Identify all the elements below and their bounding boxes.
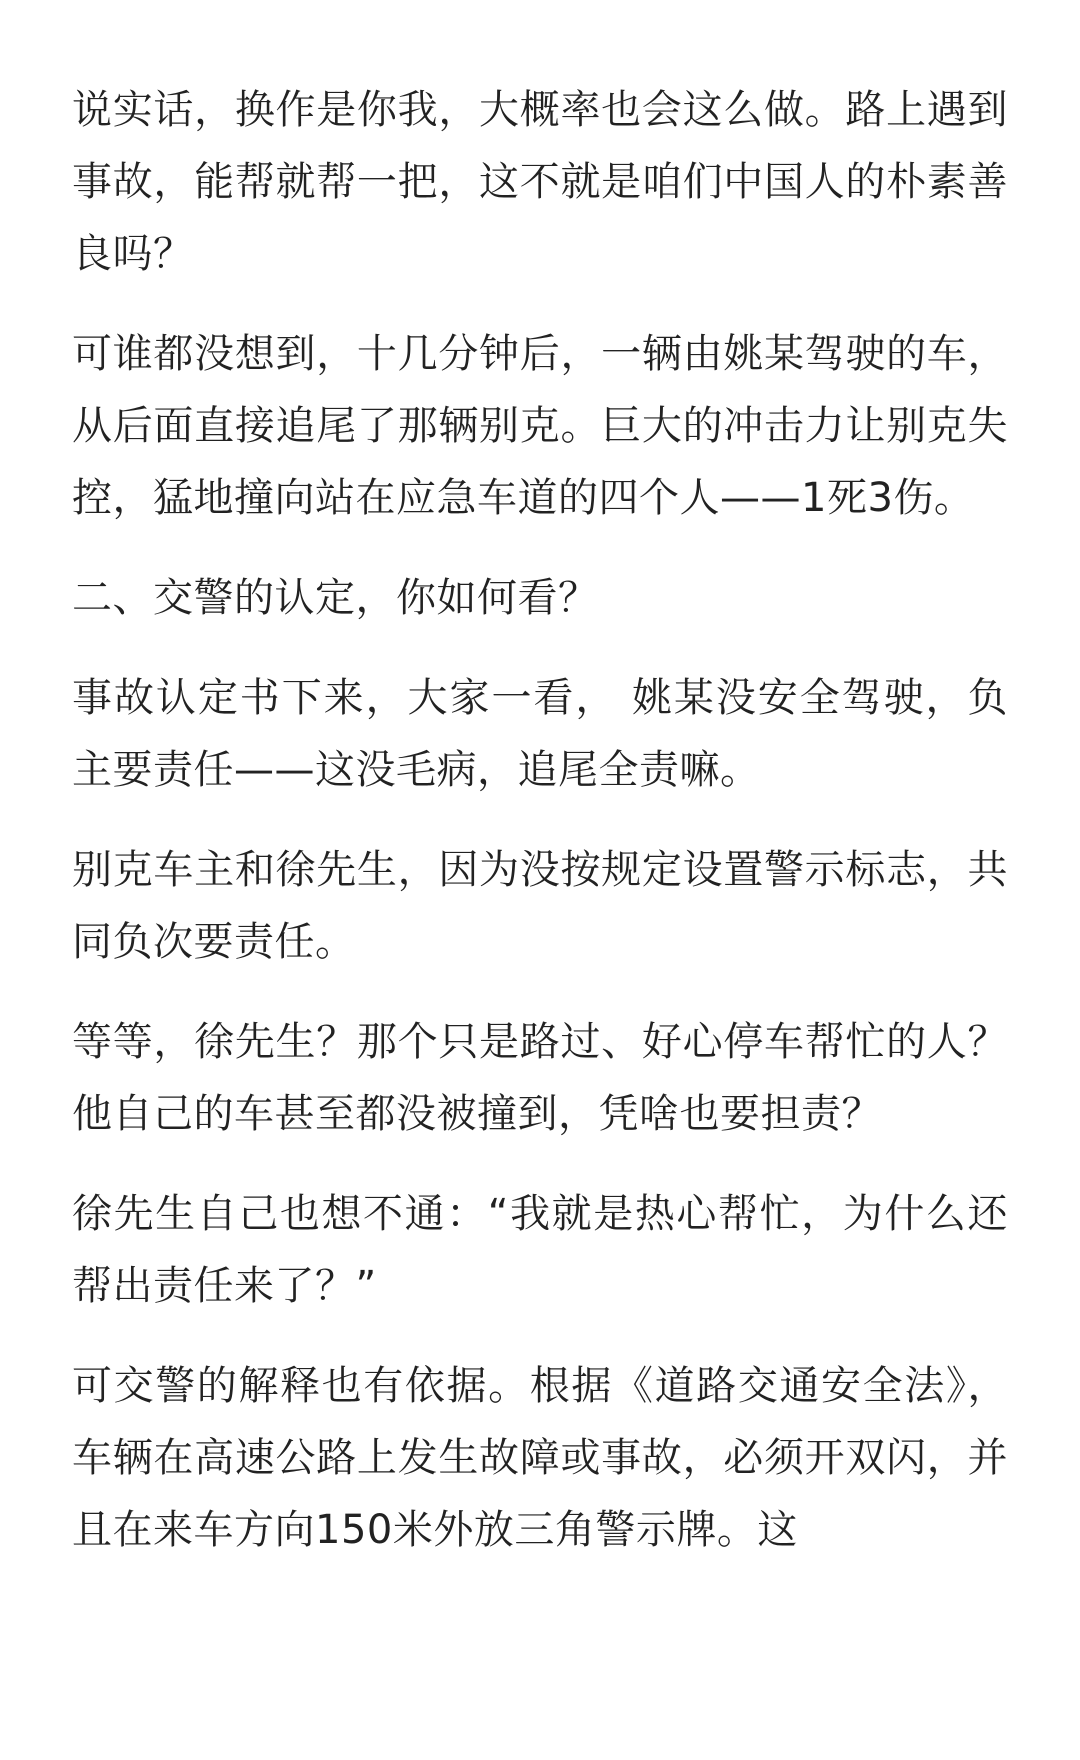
paragraph-question-xu-liability: 等等，徐先生？那个只是路过、好心停车帮忙的人？他自己的车甚至都没被撞到，凭啥也要担责？ xyxy=(72,1019,1008,1137)
article-body xyxy=(72,74,1008,1566)
paragraph-rear-end-collision: 可谁都没想到，十几分钟后，一辆由姚某驾驶的车，从后面直接追尾了那辆别克。巨大的冲击力让别克失控，猛地撞向站在应急车道的四个人——1死3伤。 xyxy=(72,331,1008,521)
paragraph-help-at-accident: 说实话，换作是你我，大概率也会这么做。路上遇到事故，能帮就帮一把，这不就是咱们中国人的朴素善良吗？ xyxy=(72,87,1008,277)
section-heading-police-ruling: 二、交警的认定，你如何看？ xyxy=(72,575,599,621)
paragraph-xu-quote: 徐先生自己也想不通：“我就是热心帮忙，为什么还帮出责任来了？” xyxy=(72,1191,1008,1309)
paragraph-ruling-main-liability: 事故认定书下来，大家一看， 姚某没安全驾驶，负主要责任——这没毛病，追尾全责嘛。 xyxy=(72,675,1008,793)
paragraph-traffic-law-explanation: 可交警的解释也有依据。根据《道路交通安全法》，车辆在高速公路上发生故障或事故，必须开双闪，并且在来车方向150米外放三角警示牌。这 xyxy=(72,1363,1008,1553)
paragraph-ruling-secondary-liability: 别克车主和徐先生，因为没按规定设置警示标志，共同负次要责任。 xyxy=(72,847,1008,965)
